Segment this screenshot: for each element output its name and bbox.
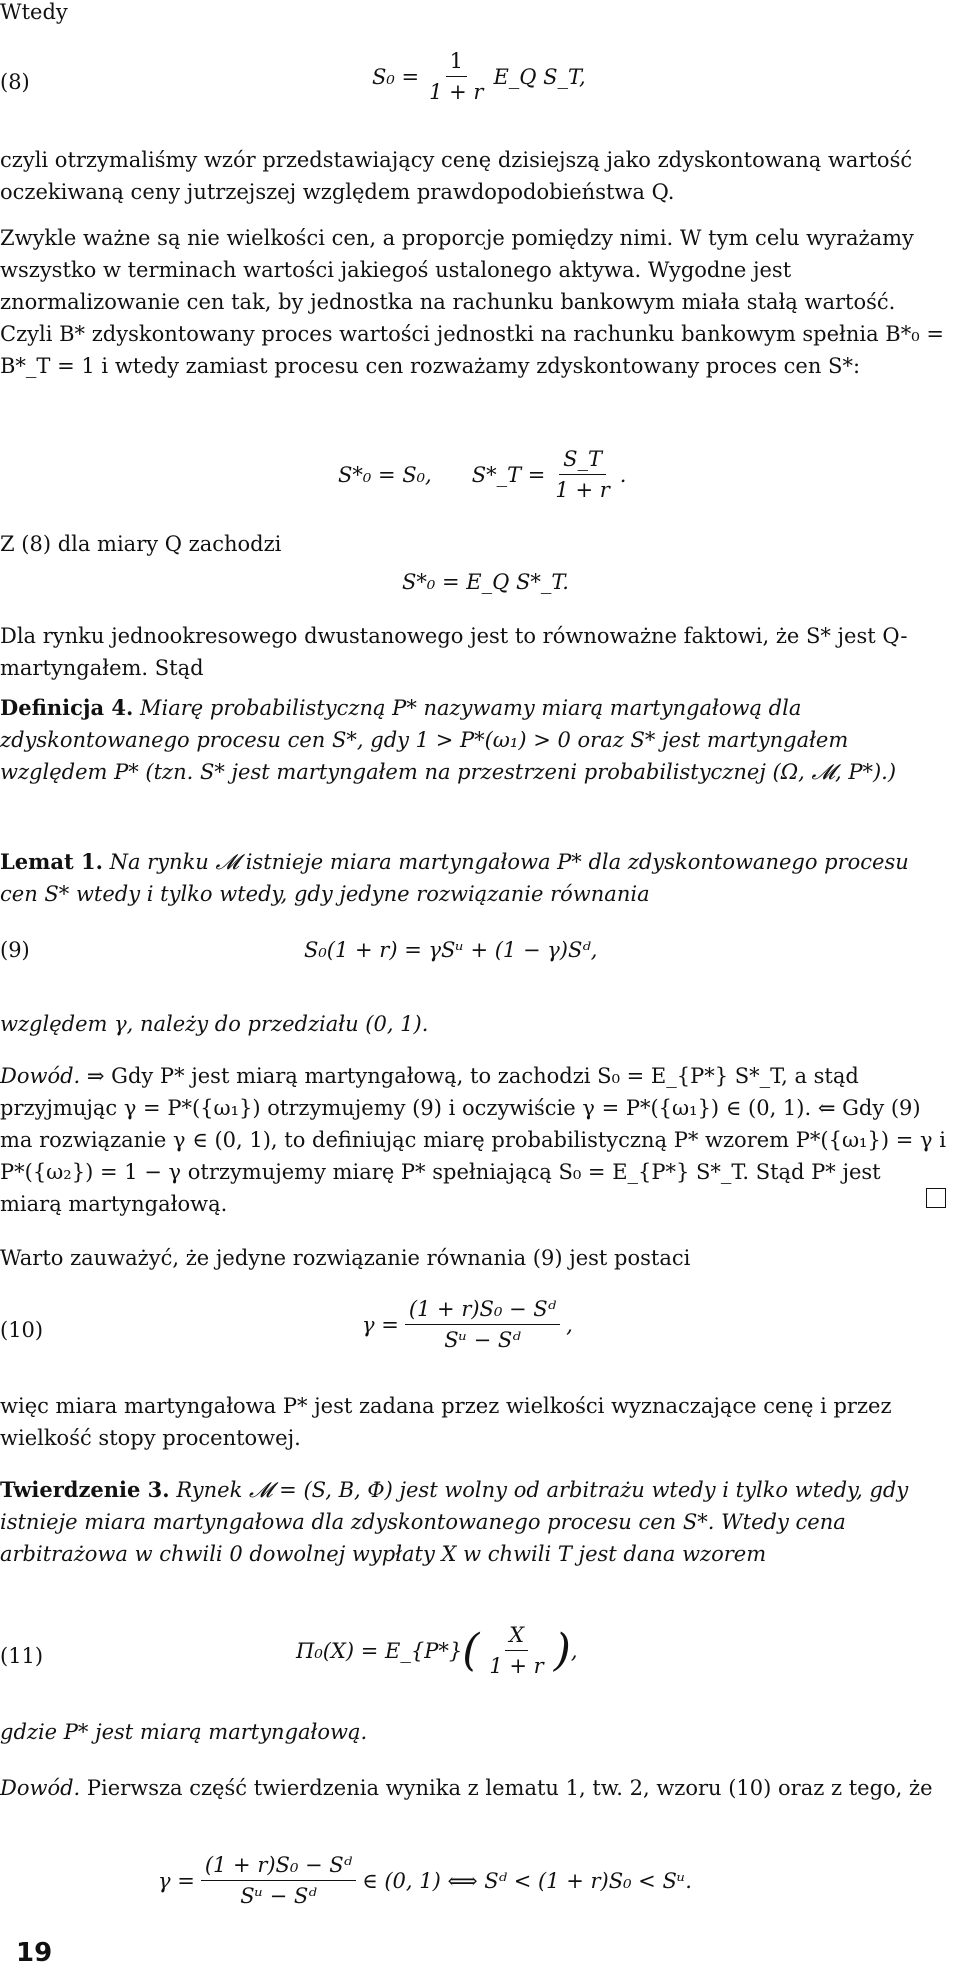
eq10-lhs: γ = bbox=[362, 1312, 399, 1337]
left-paren: ( bbox=[462, 1624, 480, 1676]
eq11-lhs: Π₀(X) = E_{P*} bbox=[296, 1638, 463, 1663]
paragraph-5-text: więc miara martyngałowa P* jest zadana przez wielkości wyznaczające cenę i przez wielkość stopy procentowej. bbox=[0, 1394, 892, 1450]
eq-last-lhs: γ = bbox=[158, 1868, 195, 1893]
eq8-lhs: S₀ = bbox=[372, 64, 420, 89]
eq11-fraction bbox=[485, 1622, 547, 1679]
eq10-fraction bbox=[405, 1296, 560, 1353]
after-eq9: względem γ, należy do przedziału (0, 1). bbox=[0, 1012, 429, 1036]
eq-last-frac-den: Sᵘ − Sᵈ bbox=[240, 1884, 317, 1908]
equation-11 bbox=[0, 1622, 948, 1692]
eq-sstar-b: S*_T = bbox=[471, 462, 546, 487]
z8-line: Z (8) dla miary Q zachodzi bbox=[0, 532, 282, 556]
paragraph-4-text: Warto zauważyć, że jedyne rozwiązanie równania (9) jest postaci bbox=[0, 1246, 691, 1270]
eq-sstar-fraction bbox=[551, 446, 613, 503]
definition-4 bbox=[0, 692, 948, 788]
paragraph-1 bbox=[0, 144, 948, 208]
theorem-3 bbox=[0, 1474, 948, 1570]
eq11-frac-num: X bbox=[505, 1622, 528, 1651]
paragraph-5 bbox=[0, 1390, 948, 1454]
equation-last bbox=[0, 1852, 948, 1922]
right-paren: ) bbox=[553, 1624, 571, 1676]
paragraph-2 bbox=[0, 222, 948, 382]
equation-10 bbox=[0, 1296, 948, 1366]
eq8-frac-den: 1 + r bbox=[429, 80, 484, 104]
eq9-body: S₀(1 + r) = γSᵘ + (1 − γ)Sᵈ, bbox=[304, 938, 598, 962]
page-number: 19 bbox=[16, 1938, 53, 1968]
eq-sstar-frac-den: 1 + r bbox=[555, 478, 610, 502]
eq10-end: , bbox=[566, 1312, 573, 1337]
eq10-frac-num: (1 + r)S₀ − Sᵈ bbox=[405, 1296, 560, 1325]
paragraph-3 bbox=[0, 620, 948, 684]
lemma-label: Lemat 1. bbox=[0, 849, 103, 874]
paragraph-2-text: Zwykle ważne są nie wielkości cen, a proporcje pomiędzy nimi. W tym celu wyrażamy wszystko w terminach wartości jakiegoś ustalonego aktywa. Wygodne jest znormalizowanie cen tak, by jednostka na rachunku bankowym miała stałą wartość. Czyli B* zdyskontowany proces wartości jednostki na rachunku bankowym spełnia B*₀ = B*_T = 1 i wtedy zamiast procesu cen rozważamy zdyskontowany proces cen S*: bbox=[0, 226, 944, 378]
equation-number: (10) bbox=[0, 1318, 44, 1342]
definition-label: Definicja 4. bbox=[0, 695, 134, 720]
after-eq11: gdzie P* jest miarą martyngałową. bbox=[0, 1720, 368, 1744]
eq-last-frac-num: (1 + r)S₀ − Sᵈ bbox=[201, 1852, 356, 1881]
eq8-fraction bbox=[425, 48, 487, 105]
equation-8 bbox=[0, 48, 948, 118]
proof-text: Pierwsza część twierdzenia wynika z lematu 1, tw. 2, wzoru (10) oraz z tego, że bbox=[86, 1776, 933, 1800]
equation-sstar bbox=[0, 446, 948, 516]
equation-number: (8) bbox=[0, 70, 30, 94]
proof-label: Dowód. bbox=[0, 1776, 81, 1800]
lemma-text: Na rynku 𝓜 istnieje miara martyngałowa P* dla zdyskontowanego procesu cen S* wtedy i tylko wtedy, gdy jedyne rozwiązanie równania bbox=[0, 850, 909, 906]
proof-label: Dowód. bbox=[0, 1064, 81, 1088]
equation-z: S*₀ = E_Q S*_T. bbox=[402, 570, 569, 594]
eq-last-fraction bbox=[201, 1852, 356, 1909]
eq8-rhs: E_Q S_T, bbox=[493, 64, 586, 89]
eq-sstar-frac-num: S_T bbox=[559, 446, 606, 475]
proof-text: ⇒ Gdy P* jest miarą martyngałową, to zachodzi S₀ = E_{P*} S*_T, a stąd przyjmując γ = P*({ω₁}) otrzymujemy (9) i oczywiście γ = P*({ω₁}) ∈ (0, 1). ⇐ Gdy (9) ma rozwiązanie γ ∈ (0, 1), to definiując miarę probabilistyczną P* wzorem P*({ω₁}) = γ i P*({ω₂}) = 1 − γ otrzymujemy miarę P* spełniającą S₀ = E_{P*} S*_T. Stąd P* jest miarą martyngałową. bbox=[0, 1064, 946, 1216]
paragraph-3-text: Dla rynku jednookresowego dwustanowego jest to równoważne faktowi, że S* jest Q-martyngałem. Stąd bbox=[0, 624, 908, 680]
equation-9 bbox=[0, 934, 948, 974]
equation-number: (9) bbox=[0, 938, 30, 962]
eq8-frac-num: 1 bbox=[446, 48, 467, 77]
proof-2 bbox=[0, 1772, 948, 1804]
theorem-text: Rynek 𝓜 = (S, B, Φ) jest wolny od arbitrażu wtedy i tylko wtedy, gdy istnieje miara martyngałowa dla zdyskontowanego procesu cen S*. Wtedy cena arbitrażowa w chwili 0 dowolnej wypłaty X w chwili T jest dana wzorem bbox=[0, 1478, 909, 1566]
header-word: Wtedy bbox=[0, 0, 68, 24]
eq-last-rhs: ∈ (0, 1) ⟺ Sᵈ < (1 + r)S₀ < Sᵘ. bbox=[362, 1868, 692, 1893]
paragraph-4 bbox=[0, 1242, 948, 1274]
eq11-frac-den: 1 + r bbox=[489, 1654, 544, 1678]
eq10-frac-den: Sᵘ − Sᵈ bbox=[444, 1328, 521, 1352]
proof-1 bbox=[0, 1060, 948, 1220]
equation-number: (11) bbox=[0, 1644, 44, 1668]
definition-text: Miarę probabilistyczną P* nazywamy miarą martyngałową dla zdyskontowanego procesu cen S*, gdy 1 > P*(ω₁) > 0 oraz S* jest martyngałem względem P* (tzn. S* jest martyngałem na przestrzeni probabilistycznej (Ω, 𝓜, P*).) bbox=[0, 696, 897, 784]
eq11-end: , bbox=[570, 1638, 578, 1663]
qed-box bbox=[926, 1188, 946, 1208]
eq-sstar-end: . bbox=[619, 462, 627, 487]
theorem-label: Twierdzenie 3. bbox=[0, 1477, 170, 1502]
eq-sstar-a: S*₀ = S₀, bbox=[338, 462, 432, 487]
paragraph-1-text: czyli otrzymaliśmy wzór przedstawiający cenę dzisiejszą jako zdyskontowaną wartość oczekiwaną ceny jutrzejszej względem prawdopodobieństwa Q. bbox=[0, 148, 913, 204]
lemma-1 bbox=[0, 846, 948, 910]
